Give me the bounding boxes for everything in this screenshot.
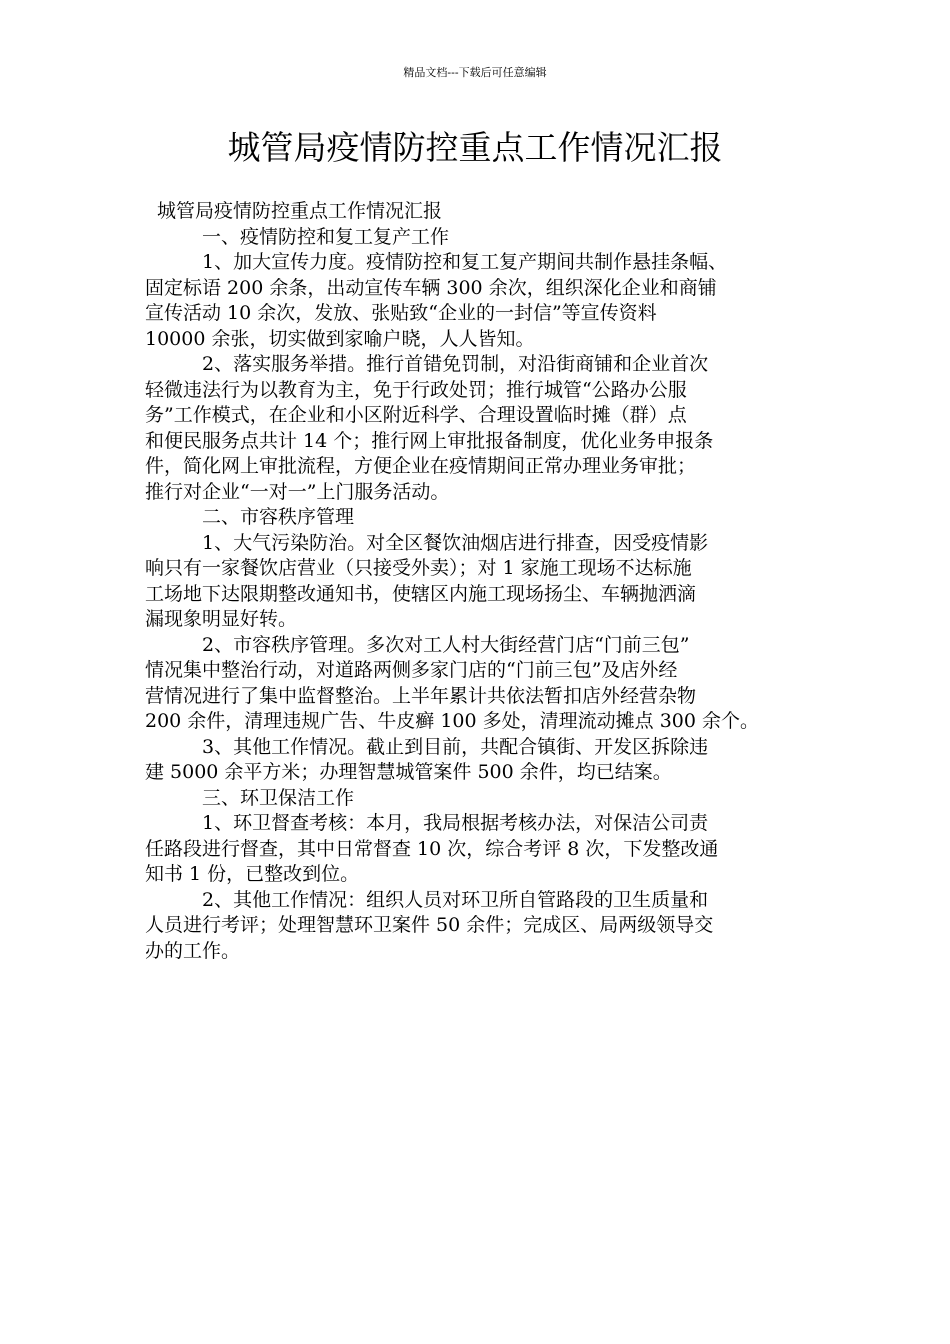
body-line: 1、加大宣传力度。疫情防控和复工复产期间共制作悬挂条幅、 [202,251,728,273]
body-line: 件，简化网上审批流程，方便企业在疫情期间正常办理业务审批； [145,455,697,477]
body-line: 人员进行考评；处理智慧环卫案件 50 余件；完成区、局两级领导交 [145,914,714,936]
body-line: 响只有一家餐饮店营业（只接受外卖）；对 1 家施工现场不达标施 [145,557,692,579]
document-title: 城管局疫情防控重点工作情况汇报 [227,128,723,167]
body-line: 工场地下达限期整改通知书，使辖区内施工现场扬尘、车辆抛洒滴 [145,582,697,605]
body-line: 推行对企业“一对一”上门服务活动。 [145,480,450,503]
body-line: 轻微违法行为以教育为主，免于行政处罚；推行城管“公路办公服 [145,378,687,401]
body-line: 一、疫情防控和复工复产工作 [202,225,450,248]
body-line: 漏现象明显好转。 [145,608,298,630]
body-line: 情况集中整治行动，对道路两侧多家门店的“门前三包”及店外经 [145,659,678,681]
body-line: 营情况进行了集中监督整治。上半年累计共依法暂扣店外经营杂物 [145,684,697,707]
body-line: 2、落实服务举措。推行首错免罚制，对沿街商铺和企业首次 [202,353,709,375]
body-line: 建 5000 余平方米；办理智慧城管案件 500 余件，均已结案。 [145,761,672,783]
body-line: 固定标语 200 余条，出动宣传车辆 300 余次，组织深化企业和商铺 [145,276,717,299]
body-line: 务”工作模式，在企业和小区附近科学、合理设置临时摊（群）点 [145,404,687,426]
body-line: 任路段进行督查，其中日常督查 10 次，综合考评 8 次，下发整改通 [145,837,719,860]
body-line: 城管局疫情防控重点工作情况汇报 [157,200,443,222]
body-line: 1、大气污染防治。对全区餐饮油烟店进行排查，因受疫情影 [202,531,709,554]
body-line: 办的工作。 [145,939,241,962]
body-line: 200 余件，清理违规广告、牛皮癣 100 多处，清理流动摊点 300 余个。 [145,710,759,732]
body-line: 2、市容秩序管理。多次对工人村大街经营门店“门前三包” [202,633,690,656]
body-line: 宣传活动 10 余次，发放、张贴致“企业的一封信”等宣传资料 [145,302,657,324]
body-line: 2、其他工作情况：组织人员对环卫所自管路段的卫生质量和 [202,888,709,911]
body-line: 1、环卫督查考核：本月，我局根据考核办法，对保洁公司责 [202,812,709,834]
body-line: 二、市容秩序管理 [202,506,355,528]
body-line: 知书 1 份，已整改到位。 [145,863,360,885]
body-line: 三、环卫保洁工作 [202,786,355,809]
body-line: 3、其他工作情况。截止到目前，共配合镇街、开发区拆除违 [202,735,709,758]
body-line: 10000 余张，切实做到家喻户晓，人人皆知。 [145,327,535,350]
header-note: 精品文档---下载后可任意编辑 [403,66,547,79]
body-line: 和便民服务点共计 14 个；推行网上审批报备制度，优化业务申报条 [145,429,714,452]
document-body [145,199,811,964]
